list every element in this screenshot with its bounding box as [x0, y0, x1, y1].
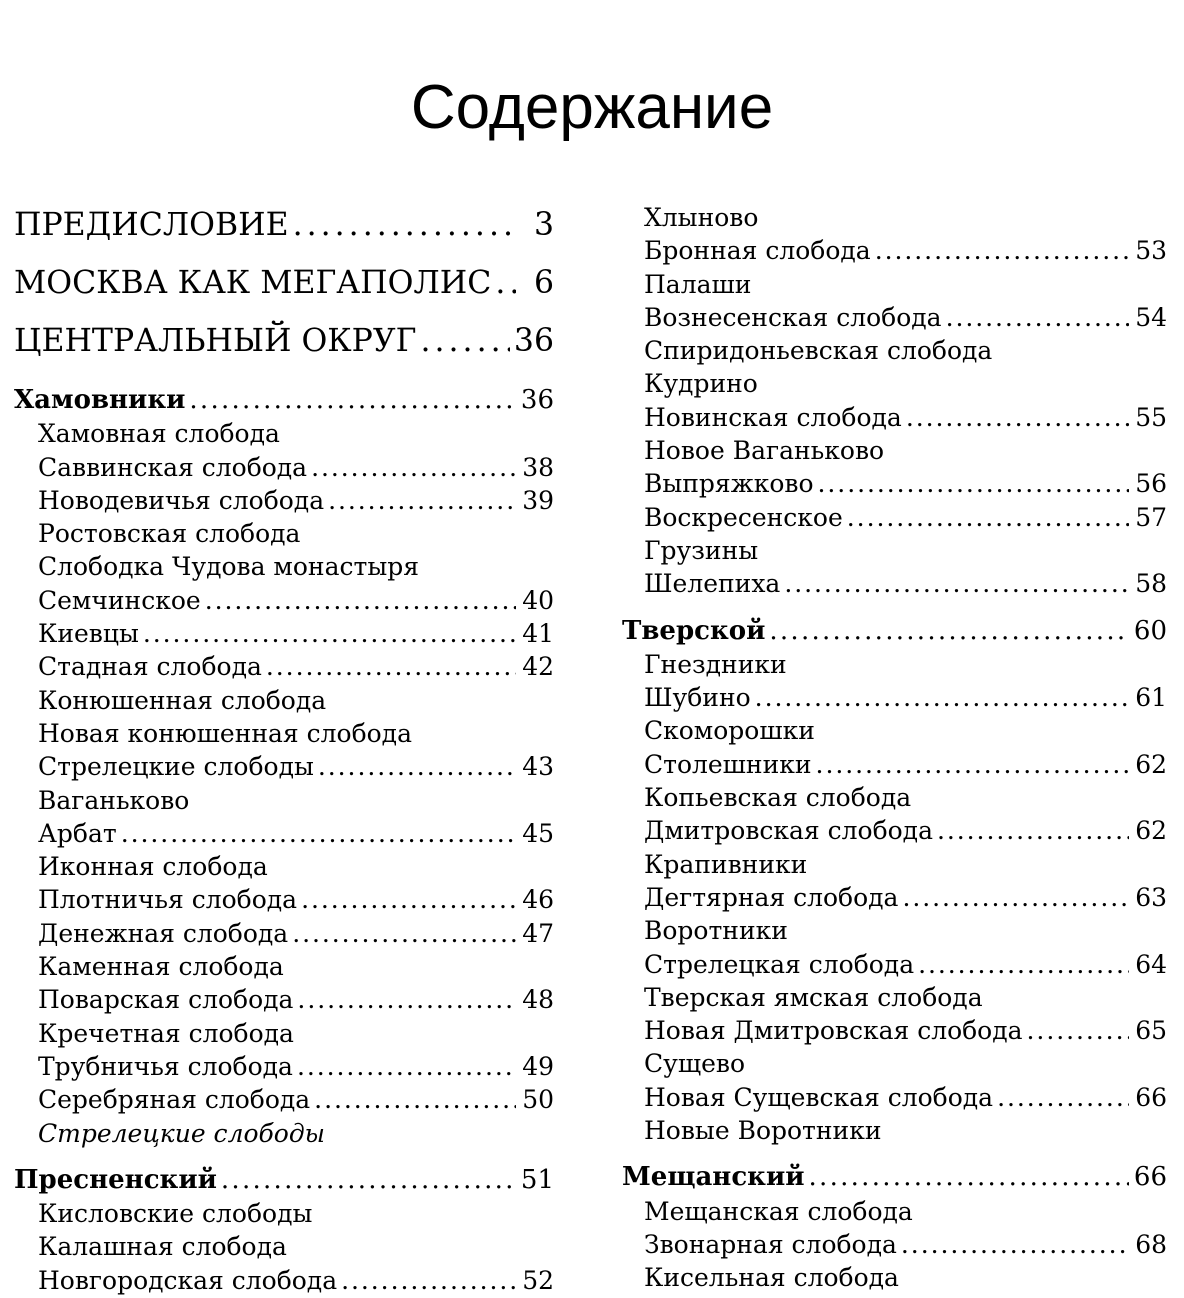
- page-number: 68: [1135, 1229, 1167, 1259]
- page-number: 66: [1133, 1162, 1167, 1193]
- dot-leader: [875, 234, 1129, 267]
- page-number: 6: [533, 265, 554, 301]
- entry-title: Хамовная слобода: [38, 419, 280, 449]
- dot-leader: [205, 584, 516, 617]
- toc-chapter: [14, 196, 554, 254]
- entry-title: Воскресенское: [644, 502, 843, 532]
- page-number: 62: [1135, 749, 1167, 779]
- entry-title: Звонарная слобода: [644, 1229, 897, 1259]
- entry-title: Дегтярная слобода: [644, 882, 899, 912]
- entry-title: Пресненский: [14, 1164, 217, 1195]
- dot-leader: [809, 1161, 1129, 1194]
- dot-leader: [937, 814, 1129, 847]
- entry-title: ПРЕДИСЛОВИЕ: [14, 207, 289, 243]
- toc-entry: [622, 1014, 1167, 1047]
- page-number: 47: [522, 918, 554, 948]
- entry-title: Кречетная слобода: [38, 1018, 294, 1048]
- toc-entry: [622, 1047, 1167, 1080]
- entry-title: Скоморошки: [644, 716, 815, 746]
- toc-entry: [14, 451, 554, 484]
- page-number: 51: [520, 1164, 554, 1195]
- dot-leader: [328, 484, 516, 517]
- page-number: 42: [522, 652, 554, 682]
- entry-title: Копьевская слобода: [644, 783, 912, 813]
- toc-entry: [14, 417, 554, 450]
- toc-entry: [14, 717, 554, 750]
- entry-title: Бронная слобода: [644, 236, 871, 266]
- toc-entry: [622, 714, 1167, 747]
- entry-title: Хлыново: [644, 203, 759, 232]
- dot-leader: [341, 1264, 516, 1297]
- entry-title: Денежная слобода: [38, 918, 289, 948]
- entry-title: Мещанский: [622, 1162, 805, 1193]
- dot-leader: [755, 681, 1129, 714]
- toc-entry: [14, 484, 554, 517]
- dot-leader: [318, 750, 516, 783]
- entry-title: МОСКВА КАК МЕГАПОЛИС: [14, 265, 492, 301]
- toc-entry: [14, 817, 554, 850]
- toc-entry: [14, 1197, 554, 1230]
- dot-leader: [946, 301, 1129, 334]
- toc-column-right: [622, 201, 1167, 1295]
- toc-entry: [14, 850, 554, 883]
- toc-entry: [14, 1264, 554, 1297]
- toc-column-left: [14, 196, 554, 1297]
- entry-title: Саввинская слобода: [38, 452, 308, 482]
- toc-section: [14, 1164, 554, 1197]
- page-number: 40: [522, 585, 554, 615]
- toc-entry: [14, 983, 554, 1016]
- dot-leader: [266, 650, 516, 683]
- toc-section: [622, 615, 1167, 648]
- page-title: Содержание: [410, 73, 774, 142]
- entry-title: Трубничья слобода: [38, 1051, 293, 1081]
- entry-title: Серебряная слобода: [38, 1085, 311, 1115]
- entry-title: ЦЕНТРАЛЬНЫЙ ОКРУГ: [14, 323, 417, 359]
- page-number: 3: [533, 207, 554, 243]
- toc-section: [622, 1161, 1167, 1194]
- toc-section: [14, 384, 554, 417]
- dot-leader: [293, 196, 516, 254]
- toc-entry: [14, 950, 554, 983]
- entry-title: Спиридоньевская слобода: [644, 336, 993, 366]
- entry-title: Дмитровская слобода: [644, 816, 933, 846]
- entry-title: Стадная слобода: [38, 652, 262, 682]
- toc-entry: [622, 881, 1167, 914]
- entry-title: Новая конюшенная слобода: [38, 718, 412, 748]
- toc-entry: [14, 617, 554, 650]
- entry-title: Тверской: [622, 615, 766, 646]
- entry-title: Тверская ямская слобода: [644, 982, 983, 1012]
- toc-entry: [622, 201, 1167, 234]
- entry-title: Кудрино: [644, 369, 758, 399]
- toc-entry: [14, 584, 554, 617]
- page-number: 52: [522, 1265, 554, 1295]
- toc-entry: [622, 914, 1167, 947]
- toc-entry: [622, 848, 1167, 881]
- page-number: 55: [1135, 402, 1167, 432]
- entry-title: Стрелецкие слободы: [38, 752, 314, 782]
- toc-entry: [622, 268, 1167, 301]
- page-number: 63: [1135, 882, 1167, 912]
- entry-title: Стрелецкие слободы: [38, 1118, 326, 1148]
- page-number: 41: [522, 619, 554, 649]
- page-number: 57: [1135, 502, 1167, 532]
- toc-entry: [622, 534, 1167, 567]
- entry-title: Иконная слобода: [38, 852, 268, 882]
- page-number: 38: [522, 452, 554, 482]
- dot-leader: [420, 312, 509, 370]
- entry-title: Гнездники: [644, 649, 787, 679]
- dot-leader: [292, 917, 516, 950]
- entry-title: Новые Воротники: [644, 1116, 882, 1146]
- page-number: 65: [1135, 1016, 1167, 1046]
- entry-title: Крапивники: [644, 849, 808, 879]
- toc-entry: [622, 467, 1167, 500]
- page-number: 58: [1135, 569, 1167, 599]
- page-number: 45: [522, 818, 554, 848]
- entry-title: Кисловские слободы: [38, 1199, 313, 1229]
- toc-entry: [14, 1083, 554, 1116]
- toc-chapter: [14, 254, 554, 312]
- toc-entry: [622, 1228, 1167, 1261]
- toc-entry: [622, 681, 1167, 714]
- dot-leader: [847, 501, 1129, 534]
- entry-title: Новодевичья слобода: [38, 485, 325, 515]
- entry-title: Арбат: [38, 818, 117, 848]
- entry-title: Новая Дмитровская слобода: [644, 1016, 1023, 1046]
- dot-leader: [902, 881, 1129, 914]
- toc-entry: [14, 684, 554, 717]
- dot-leader: [301, 883, 516, 916]
- toc-entry: [622, 781, 1167, 814]
- toc-entry: [622, 401, 1167, 434]
- toc-entry: [622, 648, 1167, 681]
- toc-entry: [622, 1081, 1167, 1114]
- toc-entry: [14, 1230, 554, 1263]
- dot-leader: [918, 948, 1129, 981]
- dot-leader: [143, 617, 516, 650]
- page-number: 36: [513, 323, 554, 359]
- toc-entry: [14, 517, 554, 550]
- entry-title: Столешники: [644, 749, 812, 779]
- toc-entry: [622, 1195, 1167, 1228]
- toc-entry: [622, 234, 1167, 267]
- page-number: 64: [1135, 949, 1167, 979]
- toc-entry: [622, 367, 1167, 400]
- toc-entry: [14, 1050, 554, 1083]
- entry-title: Ваганьково: [38, 785, 190, 815]
- toc-entry: [622, 567, 1167, 600]
- dot-leader: [495, 254, 516, 312]
- toc-entry: [622, 334, 1167, 367]
- entry-title: Вознесенская слобода: [644, 302, 942, 332]
- entry-title: Семчинское: [38, 585, 201, 615]
- entry-title: Конюшенная слобода: [38, 685, 327, 715]
- page-number: 54: [1135, 302, 1167, 332]
- page-number: 48: [522, 985, 554, 1015]
- entry-title: Новое Ваганьково: [644, 436, 885, 466]
- toc-entry: [622, 981, 1167, 1014]
- dot-leader: [189, 384, 516, 417]
- page-number: 36: [520, 385, 554, 415]
- entry-title: Воротники: [644, 916, 788, 946]
- page-number: 46: [522, 885, 554, 915]
- entry-title: Выпряжково: [644, 469, 814, 499]
- toc-entry: [622, 434, 1167, 467]
- entry-title: Новая Сущевская слобода: [644, 1082, 994, 1112]
- page-number: 50: [522, 1085, 554, 1115]
- toc-entry: [14, 750, 554, 783]
- entry-title: Шелепиха: [644, 569, 781, 599]
- toc-entry: [622, 301, 1167, 334]
- entry-title: Новгородская слобода: [38, 1265, 338, 1295]
- toc-entry: [14, 917, 554, 950]
- dot-leader: [121, 817, 516, 850]
- page-number: 61: [1135, 683, 1167, 713]
- entry-title: Слободка Чудова монастыря: [38, 552, 420, 582]
- page-number: 43: [522, 752, 554, 782]
- dot-leader: [816, 748, 1129, 781]
- entry-title: Палаши: [644, 269, 752, 299]
- toc-entry: [14, 883, 554, 916]
- entry-title: Стрелецкая слобода: [644, 949, 915, 979]
- page-number: 53: [1135, 236, 1167, 266]
- page-number: 39: [522, 485, 554, 515]
- entry-title: Грузины: [644, 535, 759, 565]
- toc-entry: [622, 948, 1167, 981]
- page-number: 60: [1133, 615, 1167, 646]
- entry-title: Мещанская слобода: [644, 1196, 913, 1226]
- entry-title: Калашная слобода: [38, 1232, 287, 1262]
- toc-entry: [622, 748, 1167, 781]
- dot-leader: [297, 1050, 516, 1083]
- toc-entry: [14, 784, 554, 817]
- dot-leader: [901, 1228, 1129, 1261]
- dot-leader: [784, 567, 1129, 600]
- dot-leader: [1027, 1014, 1129, 1047]
- toc-entry: [14, 550, 554, 583]
- entry-title: Новинская слобода: [644, 402, 902, 432]
- toc-entry: [622, 814, 1167, 847]
- toc-entry: [14, 1117, 554, 1150]
- toc-entry: [622, 1261, 1167, 1294]
- entry-title: Ростовская слобода: [38, 519, 301, 549]
- toc-entry: [14, 650, 554, 683]
- entry-title: Поварская слобода: [38, 985, 294, 1015]
- toc-entry: [622, 1114, 1167, 1147]
- entry-title: Плотничья слобода: [38, 885, 298, 915]
- entry-title: Хамовники: [14, 385, 186, 415]
- dot-leader: [297, 983, 516, 1016]
- entry-title: Шубино: [644, 683, 751, 713]
- entry-title: Кисельная слобода: [644, 1263, 899, 1293]
- dot-leader: [221, 1164, 516, 1197]
- toc-entry: [14, 1017, 554, 1050]
- page-number: 56: [1135, 469, 1167, 499]
- dot-leader: [314, 1083, 516, 1116]
- dot-leader: [906, 401, 1129, 434]
- dot-leader: [311, 451, 516, 484]
- entry-title: Каменная слобода: [38, 952, 284, 982]
- toc-entry: [622, 501, 1167, 534]
- dot-leader: [818, 467, 1129, 500]
- page-number: 62: [1135, 816, 1167, 846]
- entry-title: Сущево: [644, 1049, 746, 1079]
- entry-title: Киевцы: [38, 619, 139, 649]
- dot-leader: [997, 1081, 1129, 1114]
- toc-chapter: [14, 312, 554, 370]
- page-number: 49: [522, 1051, 554, 1081]
- page-number: 66: [1135, 1082, 1167, 1112]
- dot-leader: [769, 615, 1129, 648]
